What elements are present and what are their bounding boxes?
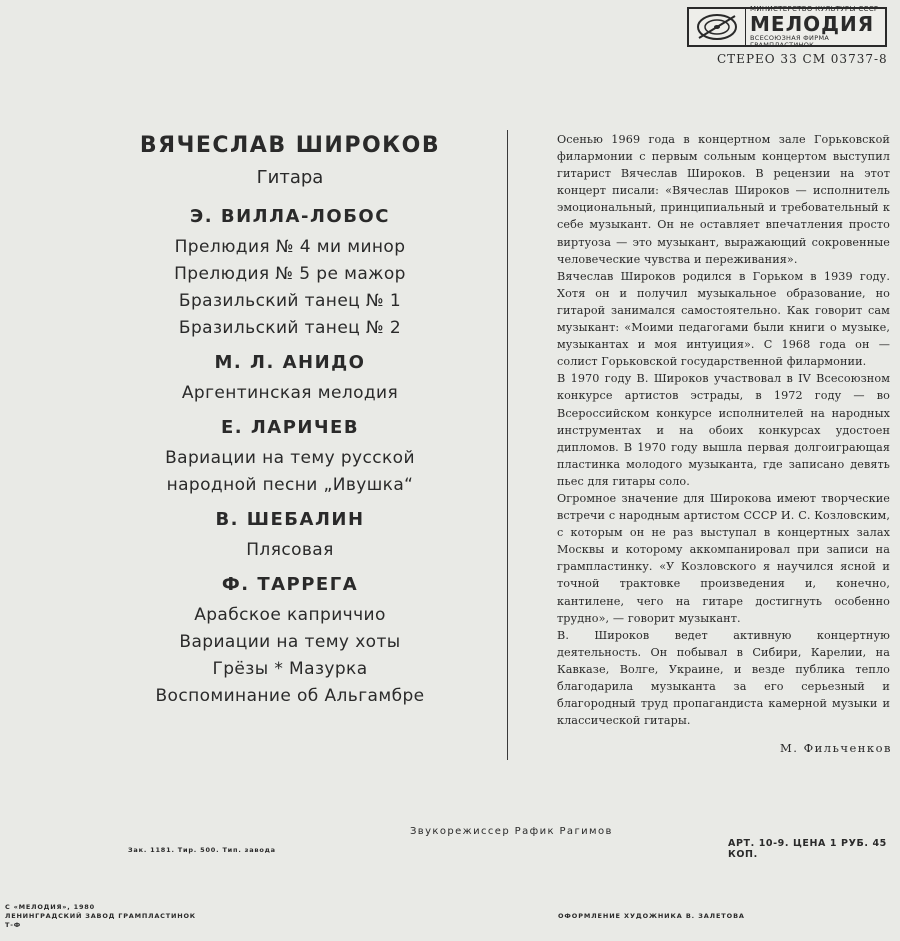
notes-paragraph: В. Широков ведет активную концертную деятельность. Он побывал в Сибири, Карелии, на Кавказе, Волге, Украине, и везде публика тепло благодарила музыканта за его серьезный и благородный труд пропагандиста камерной музыки и классической гитары. xyxy=(557,628,890,728)
work-title: Арабское каприччио xyxy=(194,605,386,625)
work-title: Бразильский танец № 2 xyxy=(178,318,402,338)
work-title: Прелюдия № 5 ре мажор xyxy=(174,264,406,284)
melodiya-logo xyxy=(687,7,887,47)
notes-paragraph: Огромное значение для Широкова имеют творческие встречи с народным артистом СССР И. С. Козловским, с которым он не раз выступал в концертных залах Москвы и которому аккомпанировал при записи на грампластинку. «У Козловского я научился ясной и точной трактовке произведения и, конечно, кантилене, чего на гитаре достигнуть особенно трудно», — говорит музыкант. xyxy=(557,491,890,625)
firm-text: ВСЕСОЮЗНАЯ ФИРМА ГРАМПЛАСТИНОК xyxy=(750,34,830,49)
price-info: АРТ. 10-9. ЦЕНА 1 РУБ. 45 КОП. xyxy=(728,838,887,860)
composer-name: М. Л. АНИДО xyxy=(214,352,366,373)
instrument: Гитара xyxy=(256,167,324,188)
ministry-text: МИНИСТЕРСТВО КУЛЬТУРЫ СССР xyxy=(750,5,879,13)
work-title: Плясовая xyxy=(246,540,334,560)
composer-name: Э. ВИЛЛА-ЛОБОС xyxy=(190,206,390,227)
brand-name: МЕЛОДИЯ xyxy=(750,12,875,36)
print-order-info: Зак. 1181. Тир. 500. Тип. завода xyxy=(128,846,276,854)
work-title: Прелюдия № 4 ми минор xyxy=(174,237,406,257)
liner-notes xyxy=(557,131,890,729)
design-credit: ОФОРМЛЕНИЕ ХУДОЖНИКА В. ЗАЛЕТОВА xyxy=(558,912,745,920)
notes-paragraph: В 1970 году В. Широков участвовал в IV Всесоюзном конкурсе артистов эстрады, в 1972 году — во Всероссийском конкурсе исполнителей на народных инструментах и на обоих конкурсах удостоен дипломов. В 1970 году вышла первая долгоиграющая пластинка молодого музыканта, где записано девять пьес для гитары соло. xyxy=(557,372,890,488)
composer-name: В. ШЕБАЛИН xyxy=(215,509,365,530)
copyright-line: С «МЕЛОДИЯ», 1980 xyxy=(5,903,95,911)
plant-code: Т-Ф xyxy=(5,921,21,929)
work-title: Вариации на тему русской xyxy=(165,448,415,468)
work-title: Аргентинская мелодия xyxy=(181,383,399,403)
notes-paragraph: Осенью 1969 года в концертном зале Горьковской филармонии с первым сольным концертом выступил гитарист Вячеслав Широков. В рецензии на этот концерт писали: «Вячеслав Широков — исполнитель эмоциональный, принципиальный и требовательный к себе музыкант. Он не оставляет впечатления просто виртуоза — это музыкант, выражающий сокровенные человеческие чувства и переживания». xyxy=(557,133,890,266)
catalog-number: СТЕРЕО 33 СМ 03737-8 xyxy=(717,52,888,66)
performer-name: ВЯЧЕСЛАВ ШИРОКОВ xyxy=(139,133,441,158)
notes-paragraph: Вячеслав Широков родился в Горьком в 1939 году. Хотя он и получил музыкальное образование, но гитарой занимался самостоятельно. Как говорит сам музыкант: «Моими педагогами были книги о музыке, музыкантах и моя интуиция». С 1968 года он — солист Горьковской государственной филармонии. xyxy=(557,269,890,369)
work-title: Воспоминание об Альгамбре xyxy=(155,686,425,706)
plant-info xyxy=(5,903,196,930)
work-title: Бразильский танец № 1 xyxy=(178,291,402,311)
composer-name: Ф. ТАРРЕГА xyxy=(221,574,359,595)
composer-name: Е. ЛАРИЧЕВ xyxy=(220,417,360,438)
plant-name: ЛЕНИНГРАДСКИЙ ЗАВОД ГРАМПЛАСТИНОК xyxy=(5,912,196,920)
work-title: Грёзы * Мазурка xyxy=(212,659,368,679)
notes-author: М. Фильченков xyxy=(780,741,893,755)
program-listing xyxy=(110,128,470,710)
melodiya-record-icon xyxy=(689,9,746,45)
column-divider xyxy=(507,130,508,760)
work-title: Вариации на тему хоты xyxy=(179,632,401,652)
sound-engineer-credit: Звукорежиссер Рафик Рагимов xyxy=(410,826,613,837)
work-title: народной песни „Ивушка“ xyxy=(166,475,414,495)
